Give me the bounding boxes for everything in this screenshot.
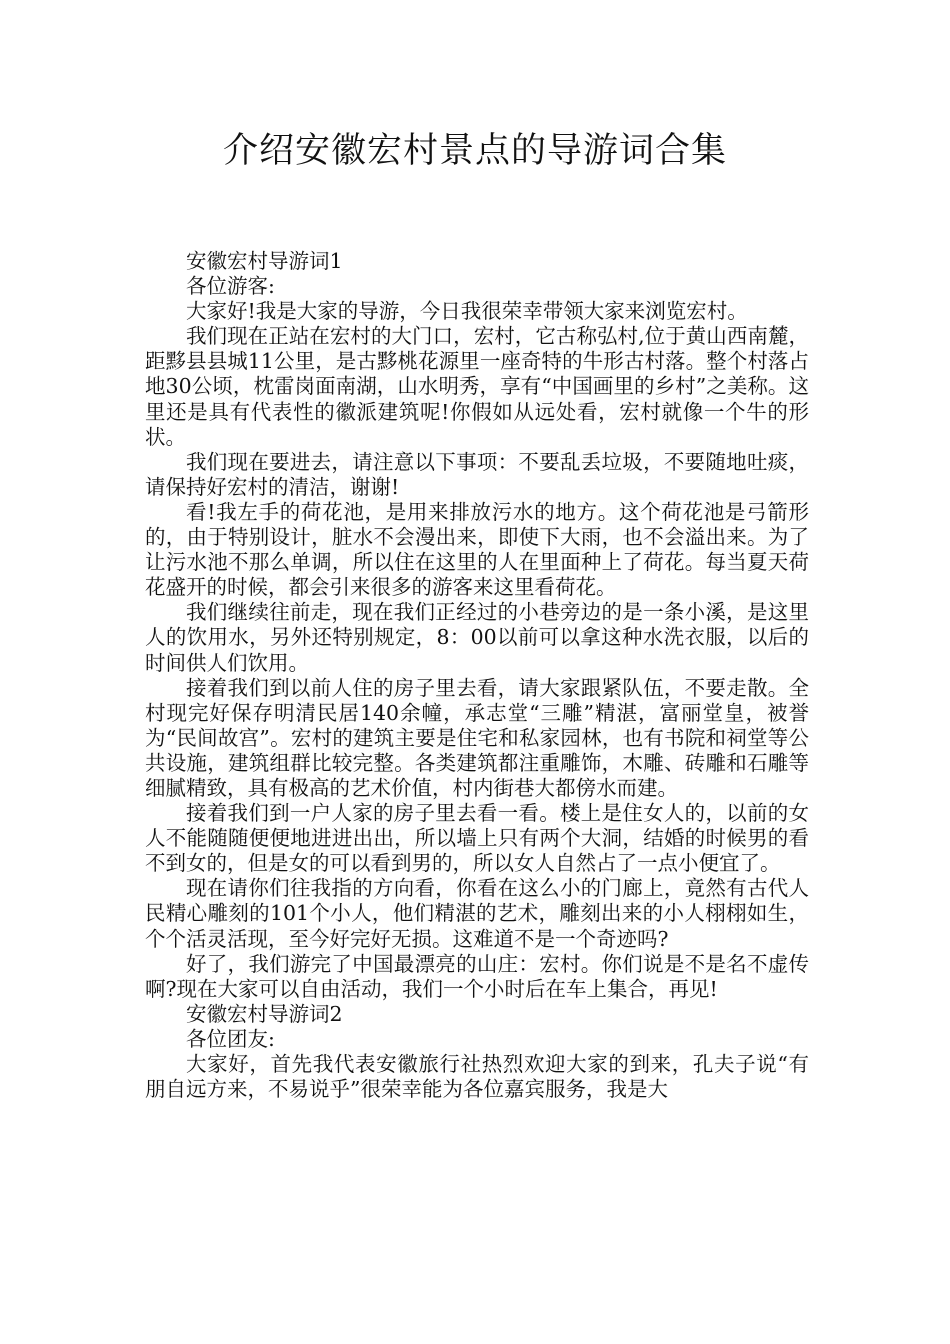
paragraph: 好了，我们游完了中国最漂亮的山庄：宏村。你们说是不是名不虚传啊?现在大家可以自由活动，我们一个小时后在车上集合，再见! [145,951,809,1001]
paragraph: 大家好!我是大家的导游，今日我很荣幸带领大家来浏览宏村。 [186,299,748,324]
paragraph: 现在请你们往我指的方向看，你看在这么小的门廊上，竟然有古代人民精心雕刻的101个小人，他们精湛的艺术，雕刻出来的小人栩栩如生，个个活灵活现，至今好完好无损。这难道不是一个奇迹吗? [145,876,809,951]
greeting-2: 各位团友: [186,1026,275,1051]
paragraph: 接着我们到以前人住的房子里去看，请大家跟紧队伍，不要走散。全村现完好保存明清民居140余幢，承志堂“三雕”精湛，富丽堂皇，被誉为“民间故宫”。宏村的建筑主要是住宅和私家园林，也有书院和祠堂等公共设施，建筑组群比较完整。各类建筑都注重雕饰，木雕、砖雕和石雕等细腻精致，具有极高的艺术价值，村内街巷大都傍水而建。 [145,675,809,800]
section-heading-1: 安徽宏村导游词1 [186,249,343,273]
paragraph: 我们现在正站在宏村的大门口，宏村，它古称弘村,位于黄山西南麓，距黟县县城11公里，是古黟桃花源里一座奇特的牛形古村落。整个村落占地30公顷，枕雷岗面南湖，山水明秀，享有“中国画里的乡村”之美称。这里还是具有代表性的徽派建筑呢!你假如从远处看，宏村就像一个牛的形状。 [145,324,809,449]
section-heading-2: 安徽宏村导游词2 [186,1001,343,1026]
paragraph: 接着我们到一户人家的房子里去看一看。楼上是住女人的，以前的女人不能随随便便地进进出出，所以墙上只有两个大洞，结婚的时候男的看不到女的，但是女的可以看到男的，所以女人自然占了一点小便宜了。 [145,801,809,876]
paragraph: 我们继续往前走，现在我们正经过的小巷旁边的是一条小溪，是这里人的饮用水，另外还特别规定，8：00以前可以拿这种水洗衣服，以后的时间供人们饮用。 [145,600,809,675]
paragraph: 我们现在要进去，请注意以下事项：不要乱丢垃圾，不要随地吐痰，请保持好宏村的清洁，谢谢! [145,449,809,499]
paragraph: 看!我左手的荷花池，是用来排放污水的地方。这个荷花池是弓箭形的，由于特别设计，脏水不会漫出来，即使下大雨，也不会溢出来。为了让污水池不那么单调，所以住在这里的人在里面种上了荷花。每当夏天荷花盛开的时候，都会引来很多的游客来这里看荷花。 [145,499,809,600]
paragraph: 大家好，首先我代表安徽旅行社热烈欢迎大家的到来，孔夫子说“有朋自远方来，不易说乎”很荣幸能为各位嘉宾服务，我是大 [145,1052,809,1102]
document-title: 介绍安徽宏村景点的导游词合集 [222,131,727,171]
document-body [145,249,809,1102]
greeting-1: 各位游客: [186,274,275,299]
